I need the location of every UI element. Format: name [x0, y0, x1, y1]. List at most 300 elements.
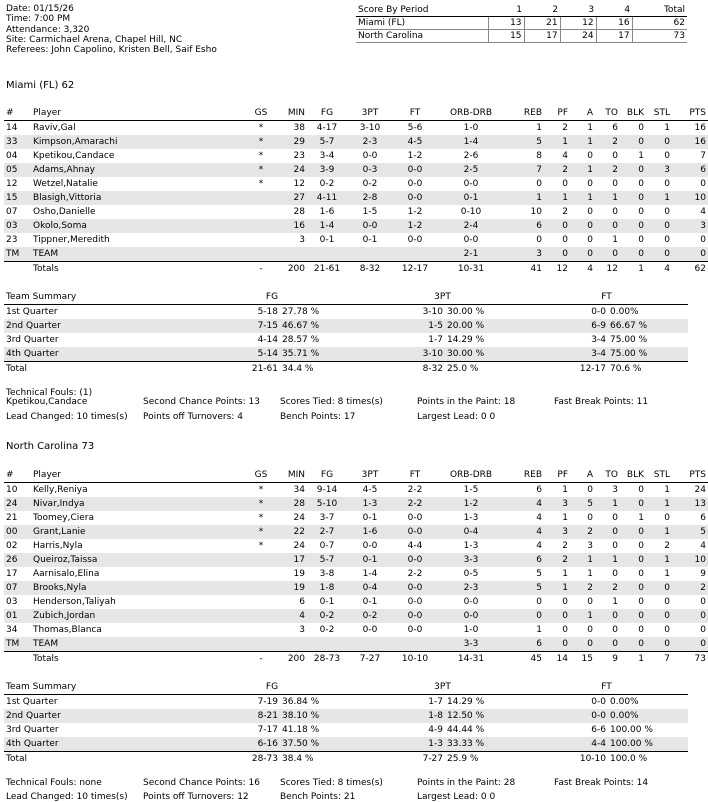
stat-cell: 2 [664, 541, 670, 551]
second-chance-north-carolina: Second Chance Points: 16 [143, 778, 260, 788]
player-row [4, 191, 708, 205]
stat-cell: 1 [638, 513, 644, 523]
stat-cell: 1 [562, 569, 568, 579]
totals-cell: - [251, 262, 271, 277]
stat-cell [271, 637, 307, 652]
stat-cell: * [251, 497, 271, 511]
stat-cell: 4-5 [393, 135, 437, 149]
stat-cell: 0-2 [347, 609, 393, 623]
totals-cell: 28-73 [307, 652, 347, 667]
largest-lead-miami: Largest Lead: 0 0 [417, 412, 496, 422]
period-header: 1 [488, 4, 524, 17]
stat-cell: 0 [672, 637, 708, 652]
stat-cell: 5 [536, 569, 542, 579]
stat-cell: 0 [638, 625, 644, 635]
period-header: 2 [524, 4, 560, 17]
stat-cell: 0 [620, 525, 646, 539]
column-header: BLK [620, 468, 646, 483]
stat-cell: 1-2 [393, 219, 437, 233]
stat-cell: 07 [6, 207, 18, 217]
summary-cell: 12.50 % [445, 709, 525, 723]
score-by-period-title: Score By Period [356, 4, 488, 17]
stat-cell [251, 595, 271, 609]
player-row [4, 581, 708, 595]
stat-cell: 0 [620, 581, 646, 595]
stat-cell: 3 [505, 247, 544, 262]
stat-cell: 0-1 [437, 191, 505, 205]
stat-cell [393, 247, 437, 262]
stat-cell: 0 [700, 235, 706, 245]
stat-cell [251, 247, 271, 262]
totals-cell: 1 [620, 652, 646, 667]
stat-cell: 24 [271, 163, 307, 177]
stat-cell: 0 [612, 151, 618, 161]
quarter-row [4, 319, 688, 333]
game-attendance: Attendance: 3,320 [6, 25, 90, 35]
score-row-miami [356, 17, 687, 30]
stat-cell: 28 [293, 207, 305, 217]
stat-cell: * [251, 525, 271, 539]
summary-cell: 8-21 [184, 709, 280, 723]
stat-cell: 0 [700, 179, 706, 189]
team-name: Miami (FL) [356, 17, 488, 30]
stat-cell: 5 [505, 581, 544, 595]
stat-cell: 1 [595, 553, 620, 567]
stat-cell: 3 [646, 163, 672, 177]
player-row [4, 511, 708, 525]
totals-cell: 200 [271, 262, 307, 277]
stat-cell: 1-5 [463, 485, 479, 495]
totals-cell: 7-27 [347, 652, 393, 667]
stat-cell: 0 [672, 609, 708, 623]
stat-cell: 1-4 [362, 569, 378, 579]
stat-cell: 3 [299, 235, 305, 245]
stat-cell: 2 [562, 123, 568, 133]
stat-cell: 0 [595, 219, 620, 233]
stat-cell: TM [4, 247, 31, 262]
box-score-header [4, 106, 708, 121]
stat-cell: 03 [4, 219, 31, 233]
stat-cell: 0 [620, 247, 646, 262]
stat-cell: 24 [293, 541, 305, 551]
stat-cell: 0 [612, 179, 618, 189]
stat-cell: 10 [530, 207, 542, 217]
totals-cell: Totals [31, 262, 251, 277]
column-header: TO [595, 468, 620, 483]
stat-cell: 0 [620, 609, 646, 623]
totals-cell: 7 [646, 652, 672, 667]
stat-cell: 17 [271, 553, 307, 567]
stat-cell: 0-7 [319, 541, 335, 551]
stat-cell: 2-2 [407, 569, 423, 579]
summary-cell: 0.00% [610, 307, 639, 317]
stat-cell: * [258, 179, 264, 189]
column-header: REB [505, 106, 544, 121]
stat-cell: 1-0 [463, 625, 479, 635]
stat-cell: 03 [6, 597, 18, 607]
column-header: GS [251, 106, 271, 121]
stat-cell: 1 [536, 123, 542, 133]
stat-cell: 5-7 [307, 135, 347, 149]
player-row [4, 623, 708, 637]
tech-fouls-north-carolina: Technical Fouls: none [6, 778, 102, 788]
stat-cell [251, 205, 271, 219]
stat-cell: 2 [562, 207, 568, 217]
totals-cell: 62 [672, 262, 708, 277]
quarter-row [4, 347, 688, 362]
totals-cell: 12-17 [393, 262, 437, 277]
stat-cell: Queiroz,Taissa [31, 553, 251, 567]
stat-cell: 6 [612, 123, 618, 133]
stat-cell: 1 [646, 497, 672, 511]
stat-cell: 1 [638, 151, 644, 161]
stat-cell [251, 233, 271, 247]
summary-cell: 6-9 [525, 319, 608, 333]
stat-cell: 4 [271, 609, 307, 623]
stat-cell: Zubich,Jordan [31, 609, 251, 623]
summary-cell: 14.29 % [447, 335, 485, 345]
stat-cell: 1 [646, 553, 672, 567]
stat-cell: TM [4, 637, 31, 652]
summary-cell: 6-6 [591, 725, 606, 735]
stat-cell: 4 [536, 513, 542, 523]
stat-cell: 0-0 [393, 191, 437, 205]
stat-cell: 0 [612, 513, 618, 523]
stat-cell: 0 [612, 207, 618, 217]
stat-cell: 4-17 [316, 123, 338, 133]
stat-cell: 5-10 [307, 497, 347, 511]
summary-cell: 28.57 % [282, 335, 320, 345]
stat-cell: 0 [700, 597, 706, 607]
stat-cell: 1 [570, 609, 595, 623]
stat-cell: 6 [672, 163, 708, 177]
column-header: PF [544, 468, 570, 483]
stat-cell: 26 [4, 553, 31, 567]
stat-cell: 0 [638, 179, 644, 189]
stat-cell: 0-0 [393, 553, 437, 567]
stat-cell: 3 [587, 541, 593, 551]
player-row [4, 219, 708, 233]
period-score: 17 [524, 30, 560, 43]
stat-cell: 3 [544, 497, 570, 511]
player-row [4, 149, 708, 163]
stat-cell [251, 637, 271, 652]
points-in-paint-miami: Points in the Paint: 18 [417, 397, 516, 407]
stat-cell: 2-4 [437, 219, 505, 233]
stat-cell: 01 [4, 609, 31, 623]
stat-cell [347, 247, 393, 262]
stat-cell: 8 [536, 151, 542, 161]
summary-cell: 2nd Quarter [4, 709, 184, 723]
summary-header: FG [184, 290, 360, 305]
stat-cell: 0 [664, 625, 670, 635]
summary-total-cell: 21-61 [184, 362, 280, 377]
totals-cell: 10-10 [393, 652, 437, 667]
stat-cell: * [251, 135, 271, 149]
lead-changed-north-carolina: Lead Changed: 10 times(s) [6, 792, 128, 802]
game-time: Time: 7:00 PM [6, 14, 71, 24]
box-score-header [4, 468, 708, 483]
summary-cell: 4-9 [428, 725, 443, 735]
summary-cell: 3rd Quarter [6, 335, 59, 345]
stat-cell: 1 [570, 191, 595, 205]
column-header: TO [595, 106, 620, 121]
stat-cell: 0 [562, 597, 568, 607]
stat-cell: 33 [4, 135, 31, 149]
team-summary-north-carolina [4, 680, 688, 766]
summary-total-cell: 12-17 [525, 362, 608, 377]
totals-cell: 14 [544, 652, 570, 667]
player-row [4, 121, 708, 136]
summary-cell: 3-10 [422, 307, 443, 317]
stat-cell: 00 [4, 525, 31, 539]
stat-cell: 0 [664, 151, 670, 161]
column-header: PTS [672, 106, 708, 121]
stat-cell: 7 [700, 151, 706, 161]
summary-cell: 1-5 [360, 319, 445, 333]
column-header: 3PT [347, 106, 393, 121]
stat-cell: 0 [587, 597, 593, 607]
stat-cell: Tippner,Meredith [33, 235, 110, 245]
summary-cell: 27.78 % [282, 307, 320, 317]
summary-cell: 0-0 [525, 709, 608, 723]
player-row [4, 233, 708, 247]
totals-cell: 4 [646, 262, 672, 277]
stat-cell: 0-2 [319, 179, 335, 189]
stat-cell: 9 [700, 569, 706, 579]
stat-cell: 0 [620, 191, 646, 205]
team-title-miami: Miami (FL) 62 [6, 80, 75, 91]
stat-cell: 0-0 [437, 609, 505, 623]
stat-cell: 2 [570, 525, 595, 539]
stat-cell: 0 [544, 637, 570, 652]
stat-cell: 6 [505, 553, 544, 567]
points-off-turnovers-miami: Points off Turnovers: 4 [143, 412, 243, 422]
column-header: PTS [672, 468, 708, 483]
stat-cell: 1-3 [463, 541, 479, 551]
stat-cell: 0 [612, 569, 618, 579]
stat-cell: 29 [271, 135, 307, 149]
player-row [4, 177, 708, 191]
stat-cell: 0 [544, 247, 570, 262]
stat-cell: 2-8 [347, 191, 393, 205]
stat-cell: 0 [587, 235, 593, 245]
totals-cell: 12 [544, 262, 570, 277]
stat-cell: 0 [505, 609, 544, 623]
period-header: 3 [560, 4, 596, 17]
stat-cell: 4 [700, 207, 706, 217]
summary-cell: 6-16 [184, 737, 280, 752]
stat-cell: 05 [4, 163, 31, 177]
stat-cell: 0-0 [393, 525, 437, 539]
stat-cell: 0 [562, 625, 568, 635]
totals-cell [4, 262, 31, 277]
column-header: PF [544, 106, 570, 121]
stat-cell: 2 [570, 581, 595, 595]
summary-total-cell: 100.0 % [608, 752, 688, 767]
stat-cell: 1 [544, 135, 570, 149]
summary-header: Team Summary [4, 290, 184, 305]
stat-cell: Adams,Ahnay [31, 163, 251, 177]
stat-cell: 1 [587, 123, 593, 133]
team-summary-miami [4, 290, 688, 376]
stat-cell: Wetzel,Natalie [33, 179, 98, 189]
stat-cell: 19 [293, 569, 305, 579]
stat-cell: 0-3 [347, 163, 393, 177]
summary-cell: 37.50 % [280, 737, 360, 752]
stat-cell: 0 [620, 135, 646, 149]
stat-cell: 3-8 [319, 569, 335, 579]
largest-lead-north-carolina: Largest Lead: 0 0 [417, 792, 496, 802]
summary-cell: 3-10 [360, 347, 445, 362]
stat-cell: Aarnisalo,Elina [33, 569, 100, 579]
summary-cell: 44.44 % [447, 725, 485, 735]
stat-cell: TEAM [31, 637, 251, 652]
player-row [4, 483, 708, 498]
stat-cell: 0 [646, 637, 672, 652]
stat-cell: 0 [587, 207, 593, 217]
team-summary-header [4, 680, 688, 695]
stat-cell: 0 [638, 597, 644, 607]
stat-cell: 0-0 [362, 541, 378, 551]
stat-cell: 1 [544, 581, 570, 595]
summary-cell: 66.67 % [608, 319, 688, 333]
stat-cell: 0 [562, 179, 568, 189]
box-score-miami [4, 106, 708, 276]
stat-cell: Harris,Nyla [33, 541, 83, 551]
stat-cell: 1 [570, 553, 595, 567]
stat-cell: 07 [4, 581, 31, 595]
stat-cell: 4 [505, 525, 544, 539]
summary-total-cell: 7-27 [360, 752, 445, 767]
stat-cell: 2-5 [437, 163, 505, 177]
stat-cell: 1 [505, 191, 544, 205]
stat-cell: Nivar,Indya [31, 497, 251, 511]
totals-cell: 1 [620, 262, 646, 277]
stat-cell: 2-3 [437, 581, 505, 595]
summary-cell: 2nd Quarter [4, 319, 184, 333]
period-score: 24 [560, 30, 596, 43]
stat-cell: Okolo,Soma [31, 219, 251, 233]
summary-cell: 1-7 [428, 335, 443, 345]
stat-cell: 16 [271, 219, 307, 233]
quarter-row [4, 709, 688, 723]
summary-total-cell: 25.0 % [445, 362, 525, 377]
summary-total-cell: 25.9 % [445, 752, 525, 767]
fast-break-north-carolina: Fast Break Points: 14 [554, 778, 649, 788]
stat-cell [307, 247, 347, 262]
stat-cell: 1 [664, 569, 670, 579]
stat-cell: Kpetikou,Candace [33, 151, 115, 161]
stat-cell: 1 [664, 123, 670, 133]
column-header: STL [646, 468, 672, 483]
summary-cell: 0.00% [610, 697, 639, 707]
summary-cell: 4-4 [525, 737, 608, 752]
totals-cell: 14-31 [437, 652, 505, 667]
stat-cell: 10 [6, 485, 18, 495]
stat-cell: Grant,Lanie [31, 525, 251, 539]
stat-cell: 0 [544, 219, 570, 233]
stat-cell: 1 [646, 525, 672, 539]
stat-cell: 4 [562, 151, 568, 161]
summary-cell: 3-4 [591, 335, 606, 345]
stat-cell: 0 [646, 609, 672, 623]
stat-cell: 0-0 [463, 597, 479, 607]
summary-cell: 0.00% [608, 709, 688, 723]
quarter-row [4, 737, 688, 752]
stat-cell: Brooks,Nyla [31, 581, 251, 595]
stat-cell: 1-6 [319, 207, 335, 217]
stat-cell: 0 [664, 235, 670, 245]
stat-cell: 3 [544, 525, 570, 539]
stat-cell: 1 [646, 191, 672, 205]
stat-cell: 0 [638, 541, 644, 551]
summary-cell: 36.84 % [282, 697, 320, 707]
summary-total-cell: Total [4, 362, 184, 377]
stat-cell: 2-3 [347, 135, 393, 149]
period-score: 12 [560, 17, 596, 30]
totals-cell: 15 [570, 652, 595, 667]
quarter-row [4, 305, 688, 320]
stat-cell: Henderson,Taliyah [33, 597, 116, 607]
stat-cell: Raviv,Gal [33, 123, 76, 133]
stat-cell: 0 [587, 625, 593, 635]
stat-cell: 2 [544, 163, 570, 177]
total-score: 62 [632, 17, 687, 30]
stat-cell: 1-2 [407, 151, 423, 161]
stat-cell: 5-6 [407, 123, 423, 133]
stat-cell: 0 [536, 597, 542, 607]
stat-cell [393, 637, 437, 652]
stat-cell: 0 [587, 485, 593, 495]
stat-cell: 0 [587, 179, 593, 189]
summary-cell: 30.00 % [445, 347, 525, 362]
column-header: FT [393, 468, 437, 483]
stat-cell: 0-2 [307, 609, 347, 623]
stat-cell: Toomey,Ciera [33, 513, 95, 523]
stat-cell: 17 [6, 569, 18, 579]
stat-cell: * [258, 151, 264, 161]
stat-cell: 0-2 [319, 625, 335, 635]
summary-cell: 0-0 [591, 697, 606, 707]
summary-cell: 1-8 [360, 709, 445, 723]
stat-cell: 0 [638, 207, 644, 217]
stat-cell: 1-8 [307, 581, 347, 595]
stat-cell: 3-7 [319, 513, 335, 523]
player-row [4, 553, 708, 567]
summary-cell: 7-19 [257, 697, 278, 707]
summary-cell: 38.10 % [280, 709, 360, 723]
stat-cell: * [258, 123, 264, 133]
summary-total-row [4, 362, 688, 377]
stat-cell: 0 [587, 513, 593, 523]
scores-tied-north-carolina: Scores Tied: 8 times(s) [280, 778, 383, 788]
stat-cell: 0 [620, 163, 646, 177]
stat-cell: 1-0 [463, 123, 479, 133]
stat-cell: 1 [544, 191, 570, 205]
player-row [4, 567, 708, 581]
stat-cell: 0-1 [319, 235, 335, 245]
stat-cell [251, 623, 271, 637]
stat-cell: 3-9 [307, 163, 347, 177]
stat-cell: 1-2 [407, 207, 423, 217]
stat-cell: 0-1 [362, 597, 378, 607]
summary-cell: 100.00 % [610, 725, 653, 735]
stat-cell: 0 [570, 219, 595, 233]
player-row [4, 525, 708, 539]
stat-cell: 1 [570, 163, 595, 177]
column-header: A [570, 468, 595, 483]
